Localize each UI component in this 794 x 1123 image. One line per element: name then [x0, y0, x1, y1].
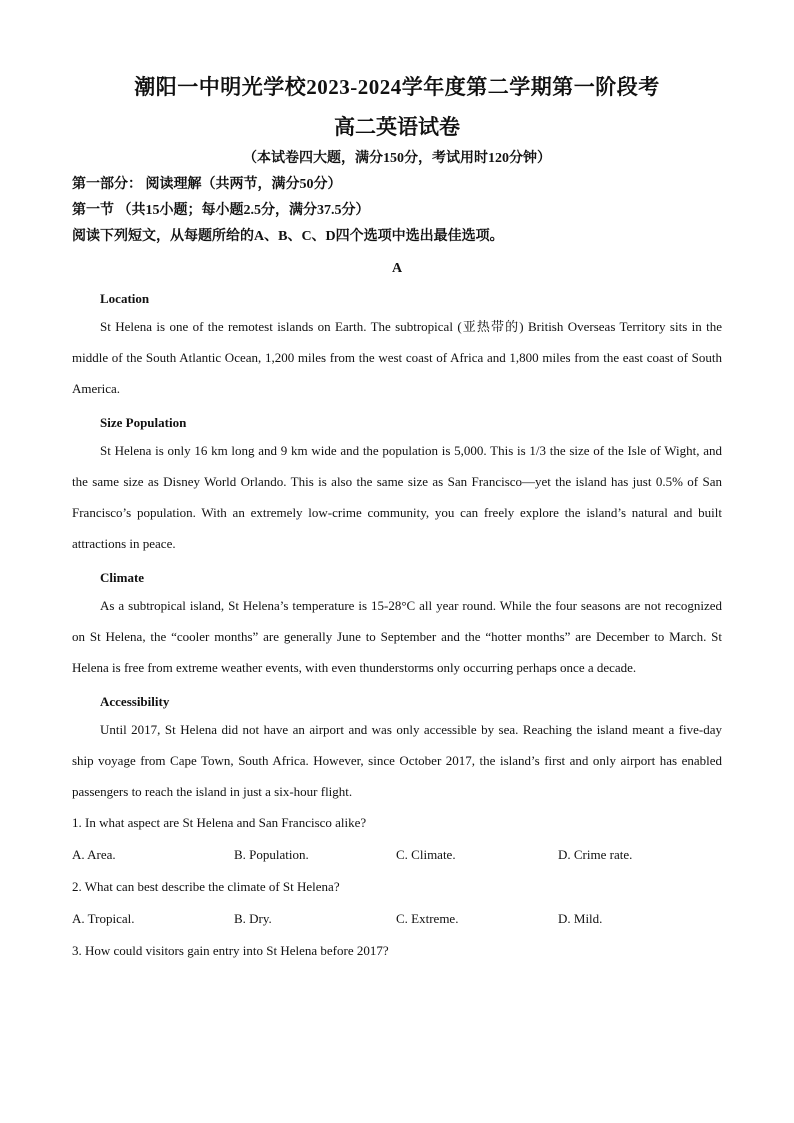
option-c: C. Extreme. [396, 911, 459, 926]
exam-title: 潮阳一中明光学校2023-2024学年度第二学期第一阶段考 [134, 75, 660, 99]
part-heading: 第一部分： 阅读理解（共两节，满分50分） [72, 177, 342, 192]
section-heading: 第一节 （共15小题；每小题2.5分，满分37.5分） [72, 203, 370, 218]
instruction: 阅读下列短文，从每题所给的A、B、C、D四个选项中选出最佳选项。 [72, 229, 504, 244]
exam-note: （本试卷四大题，满分150分，考试用时120分钟） [243, 151, 551, 166]
passage-heading: Climate [100, 570, 145, 585]
exam-subtitle: 高二英语试卷 [334, 115, 460, 139]
question-1 [72, 813, 722, 865]
option-a: A. Tropical. [72, 911, 135, 926]
passage-heading: Size Population [100, 415, 187, 430]
passage-paragraph: Until 2017, St Helena did not have an airport and was only accessible by sea. Reaching the island meant a five-day ship voyage from Cape Town, South Africa. However, since October 2017, the island’s first and only airport has enabled passengers to reach the island in just a six-hour flight. [72, 722, 722, 799]
question-text: 2. What can best describe the climate of St Helena? [72, 879, 340, 894]
passage-paragraph: St Helena is one of the remotest islands on Earth. The subtropical (亚热带的) British Overseas Territory sits in the middle of the South Atlantic Ocean, 1,200 miles from the west coast of Africa and 1,800 miles from the east coast of South America. [72, 319, 722, 396]
option-a: A. Area. [72, 847, 116, 862]
option-d: D. Mild. [558, 911, 603, 926]
passage-letter: A [391, 261, 403, 276]
option-c: C. Climate. [396, 847, 456, 862]
option-b: B. Dry. [234, 911, 272, 926]
passage-paragraph: As a subtropical island, St Helena’s temperature is 15-28°C all year round. While the four seasons are not recognized on St Helena, the “cooler months” are generally June to September and the “hotter months” are December to March. St Helena is free from extreme weather events, with even thunderstorms only occurring perhaps once a decade. [72, 598, 722, 675]
question-2 [72, 877, 722, 929]
question-text: 1. In what aspect are St Helena and San Francisco alike? [72, 815, 367, 830]
passage-heading: Location [100, 291, 150, 306]
option-b: B. Population. [234, 847, 309, 862]
question-options [72, 845, 722, 865]
question-options [72, 909, 722, 929]
question-3 [72, 941, 722, 961]
passage-section-accessibility [72, 692, 722, 807]
option-d: D. Crime rate. [558, 847, 633, 862]
passage-section-location [72, 289, 722, 404]
passage-section-size-population [72, 413, 722, 559]
question-text: 3. How could visitors gain entry into St Helena before 2017? [72, 943, 389, 958]
passage-heading: Accessibility [100, 694, 170, 709]
passage-section-climate [72, 568, 722, 683]
passage-paragraph: St Helena is only 16 km long and 9 km wide and the population is 5,000. This is 1/3 the size of the Isle of Wight, and the same size as Disney World Orlando. This is also the same size as San Francisco—yet the island has just 0.5% of San Francisco’s population. With an extremely low-crime community, you can freely explore the island’s natural and built attractions in peace. [72, 443, 722, 551]
